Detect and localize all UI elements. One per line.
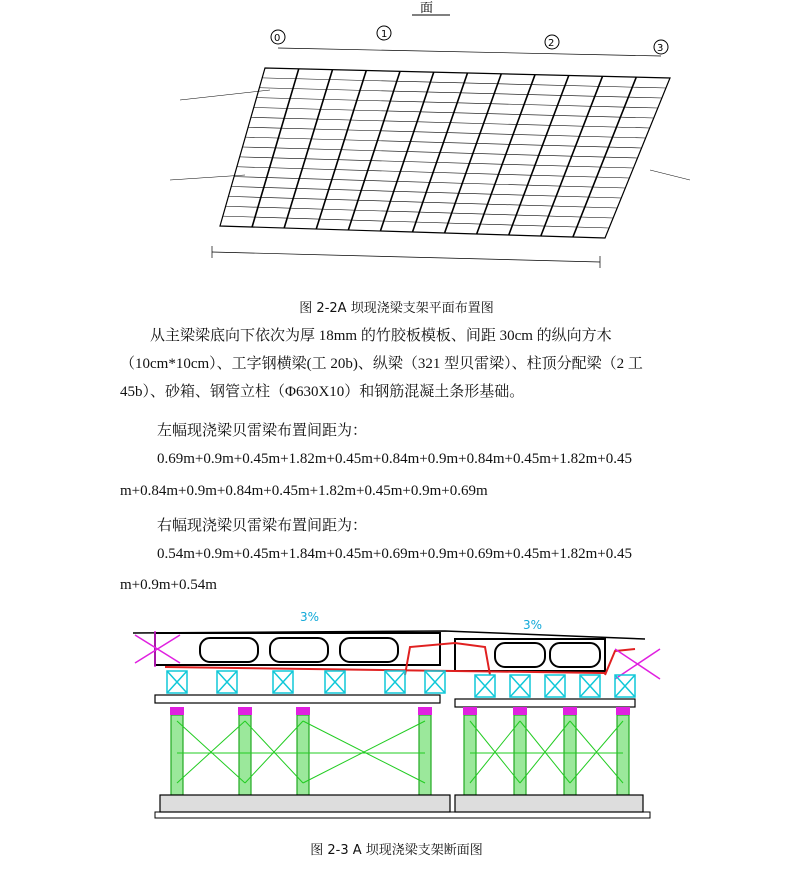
box-girder-right: [455, 639, 605, 671]
left-spacing-line-2: m+0.84m+0.9m+0.84m+0.45m+1.82m+0.45m+0.9m+0.69m: [120, 483, 488, 499]
plan-layout-drawing: [150, 0, 710, 268]
left-spacing-label: 左幅现浇梁贝雷梁布置间距为：: [157, 423, 368, 439]
beam-grid: [223, 69, 666, 237]
axis-marker-0: [271, 30, 285, 44]
svg-text:0: 0: [274, 33, 281, 44]
axis-marker-3: [654, 40, 668, 54]
section-drawing: [125, 603, 670, 828]
drawing-heading: 面: [420, 1, 434, 16]
slope-label-left: 3%: [300, 610, 320, 624]
right-spacing-line-2: m+0.9m+0.54m: [120, 577, 217, 593]
axis-marker-1: [377, 26, 391, 40]
figure1-caption: 图 2-2A 坝现浇梁支架平面布置图: [299, 301, 494, 316]
left-spacing-line-1: 0.69m+0.9m+0.45m+1.82m+0.45m+0.84m+0.9m+0.84m+0.45m+1.82m+0.45: [157, 451, 633, 467]
box-girder-left: [155, 633, 440, 665]
side-bracing-left: [135, 631, 180, 667]
right-spacing-label: 右幅现浇梁贝雷梁布置间距为：: [157, 518, 368, 534]
svg-text:1: 1: [381, 29, 388, 40]
steel-columns: [170, 707, 630, 795]
figure2-caption: 图 2-3 A 坝现浇梁支架断面图: [310, 843, 483, 858]
slope-label-right: 3%: [523, 618, 543, 632]
bailey-beams: [167, 671, 635, 697]
right-spacing-line-1: 0.54m+0.9m+0.45m+1.84m+0.45m+0.69m+0.9m+0.69m+0.45m+1.82m+0.45: [157, 546, 633, 562]
svg-text:3: 3: [657, 43, 664, 54]
foundation-right: [455, 795, 643, 812]
foundation-left: [160, 795, 450, 812]
axis-marker-2: [545, 35, 559, 49]
svg-text:2: 2: [548, 38, 555, 49]
paragraph-structure: 从主梁梁底向下依次为厚 18mm 的竹胶板模板、间距 30cm 的纵向方木（10cm*10cm）、工字钢横梁(工 20b)、纵梁（321 型贝雷梁）、柱顶分配梁（2 工 45b）、砂箱、钢管立柱（Φ630X10）和钢筋混凝土条形基础。: [120, 328, 643, 400]
